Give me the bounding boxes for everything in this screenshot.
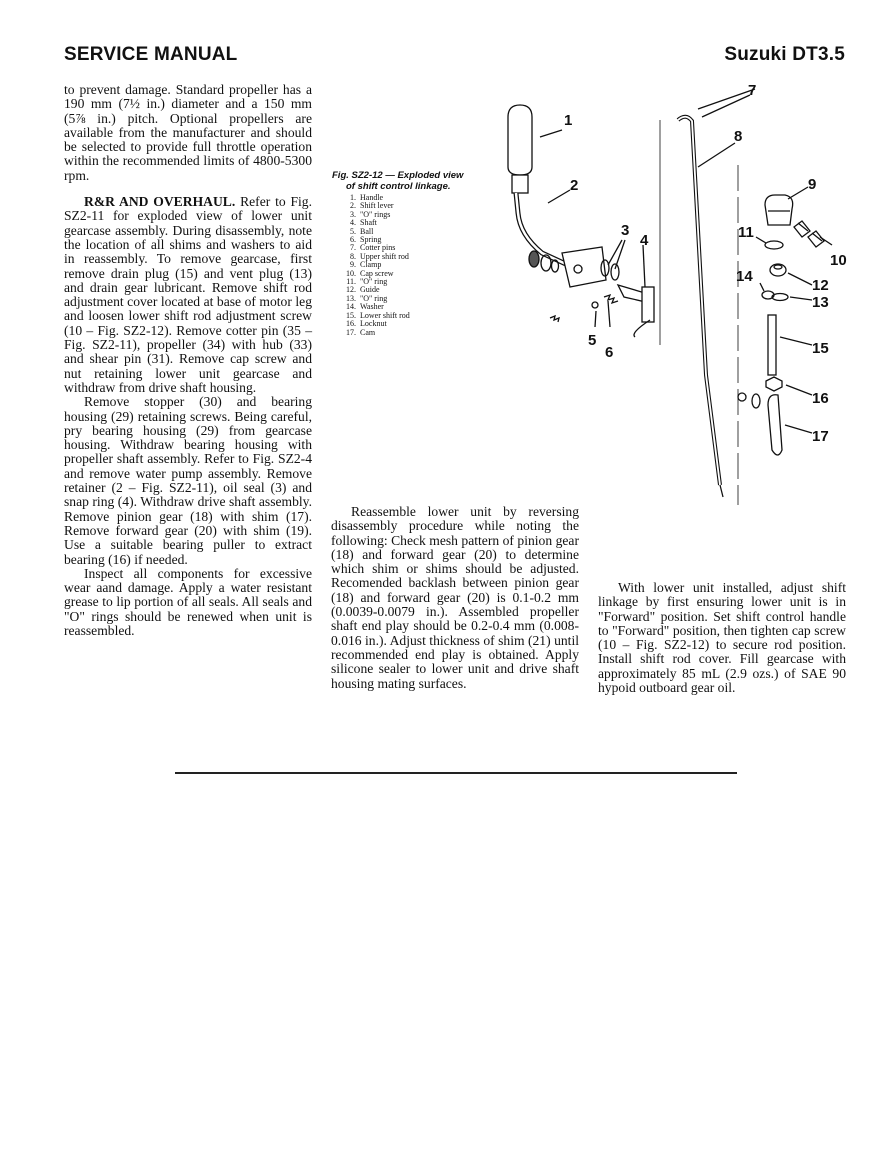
legend-item-label: Handle xyxy=(360,193,384,202)
legend-item-number: 10. xyxy=(346,268,356,278)
figure-caption-line2: of shift control linkage. xyxy=(346,180,451,192)
legend-item xyxy=(342,329,410,337)
callout-9: 9 xyxy=(808,176,817,193)
callout-8: 8 xyxy=(734,128,743,145)
legend-item-number: 4. xyxy=(350,218,356,228)
shift-linkage-diagram xyxy=(500,75,860,505)
callout-2: 2 xyxy=(570,177,579,194)
callout-7: 7 xyxy=(748,82,757,99)
legend-item-label: Washer xyxy=(360,302,384,312)
legend-item-number: 9. xyxy=(350,260,356,270)
text-column-middle xyxy=(331,505,579,691)
callout-12: 12 xyxy=(812,277,829,294)
legend-item-number: 6. xyxy=(350,235,356,245)
figure-caption xyxy=(332,171,482,192)
figure-legend xyxy=(342,194,410,337)
callout-6: 6 xyxy=(605,344,614,361)
paragraph-inspect: Inspect all components for excessive wear aand damage. Apply a water resistant grease to lip portion of all seals. All seals and "O" rings should be renewed when unit is reassembled. xyxy=(64,565,312,638)
paragraph-propeller: to prevent damage. Standard propeller has a 190 mm (7½ in.) diameter and a 150 mm (5⅞ in.) pitch. Optional propellers are available from the manufacturer and should be selected to provide full throttle operation within the recommended limits of 4800-5300 rpm. xyxy=(64,82,312,183)
legend-item-label: Clamp xyxy=(360,260,382,270)
legend-item-label: Cotter pins xyxy=(360,243,396,253)
legend-item-label: Locknut xyxy=(360,319,387,329)
legend-item-label: "O" ring xyxy=(360,277,388,287)
legend-item-label: Shift lever xyxy=(360,201,394,211)
paragraph-overhaul-text: Refer to Fig. SZ2-11 for exploded view of lower unit gearcase assembly. During disassembly, note the location of all shims and washers to aid in reassembly. To remove gearcase, first remove drain plug (15) and vent plug (13) and drain gear lubricant. Remove shift rod adjustment cover located at base of motor leg and loosen lower shift rod adjustment screw (10 – Fig. SZ2-12). Remove cotter pin (35 – Fig. SZ2-11), propeller (34) with hub (33) and shear pin (31). Remove cap screw and nut retaining lower unit gearcase and withdraw from drive shaft housing. xyxy=(64,194,312,395)
callout-17: 17 xyxy=(812,428,829,445)
legend-item-label: "O" rings xyxy=(360,209,391,219)
text-column-right xyxy=(598,581,846,695)
legend-item-number: 5. xyxy=(350,226,356,236)
legend-item-number: 7. xyxy=(350,243,356,253)
legend-item-label: Lower shift rod xyxy=(360,310,410,320)
legend-item-number: 1. xyxy=(350,193,356,202)
running-header-right: Suzuki DT3.5 xyxy=(724,44,845,65)
callout-15: 15 xyxy=(812,340,829,357)
paragraph-bearing-housing: Remove stopper (30) and bearing housing (29) retaining screws. Being careful, pry bearing housing (29) from gearcase housing. Withdraw bearing housing with propeller shaft assembly. Refer to Fig. SZ2-4 and remove water pump assembly. Remove retainer (2 – Fig. SZ2-11), oil seal (3) and snap ring (4). Withdraw drive shaft assembly. Remove pinion gear (18) with shim (17). Remove forward gear (20) with shim (19). Use a suitable bearing puller to extract bearing (16) if needed. xyxy=(64,394,312,567)
legend-item-label: Cam xyxy=(360,327,376,337)
legend-item-number: 11. xyxy=(346,277,356,287)
legend-item-label: Guide xyxy=(360,285,380,295)
legend-item-label: Spring xyxy=(360,235,382,245)
callout-11: 11 xyxy=(738,224,754,241)
legend-item-number: 17. xyxy=(346,327,356,337)
legend-item-number: 2. xyxy=(350,201,356,211)
section-divider xyxy=(175,772,737,774)
callout-10: 10 xyxy=(830,252,847,269)
figure-caption-line1: Fig. SZ2-12 — Exploded view xyxy=(332,170,464,181)
text-column-left xyxy=(64,83,312,638)
legend-item-label: Cap screw xyxy=(360,268,394,278)
legend-item-number: 8. xyxy=(350,251,356,261)
running-header-left: SERVICE MANUAL xyxy=(64,44,238,65)
section-heading: R&R AND OVERHAUL. xyxy=(84,194,236,210)
callout-14: 14 xyxy=(736,268,753,285)
legend-item-number: 13. xyxy=(346,293,356,303)
legend-item-number: 12. xyxy=(346,285,356,295)
paragraph-adjust-linkage: With lower unit installed, adjust shift linkage by first ensuring lower unit is in "Forward" position. Set shift control handle to "Forward" position, then tighten cap screw (10 – Fig. SZ2-12) to secure rod position. Install shift rod cover. Fill gearcase with approximately 85 mL (2.9 ozs.) of SAE 90 hypoid outboard gear oil. xyxy=(598,580,846,696)
legend-item-number: 14. xyxy=(346,302,356,312)
callout-16: 16 xyxy=(812,390,829,407)
paragraph-overhaul xyxy=(64,195,312,395)
legend-item-label: Upper shift rod xyxy=(360,251,409,261)
callout-4: 4 xyxy=(640,232,649,249)
paragraph-reassemble: Reassemble lower unit by reversing disassembly procedure while noting the following: Check mesh pattern of pinion gear (18) and forward gear (20) to determine which shim or shims should be adjusted. Recomended backlash between pinion gear (18) and forward gear (20) is 0.1-0.2 mm (0.0039-0.0079 in.). Assembled propeller shaft end play should be 0.2-0.4 mm (0.008-0.016 in.). Adjust thickness of shim (21) until recommended end play is obtained. Apply silicone sealer to lower unit and drive shaft housing mating surfaces. xyxy=(331,504,579,691)
legend-item-number: 15. xyxy=(346,310,356,320)
legend-item-number: 3. xyxy=(350,209,356,219)
callout-5: 5 xyxy=(588,332,597,349)
legend-item-label: "O" ring xyxy=(360,293,388,303)
callout-1: 1 xyxy=(564,112,573,129)
callout-13: 13 xyxy=(812,294,829,311)
legend-item-number: 16. xyxy=(346,319,356,329)
legend-item-label: Shaft xyxy=(360,218,377,228)
callout-3: 3 xyxy=(621,222,630,239)
legend-item-label: Ball xyxy=(360,226,374,236)
